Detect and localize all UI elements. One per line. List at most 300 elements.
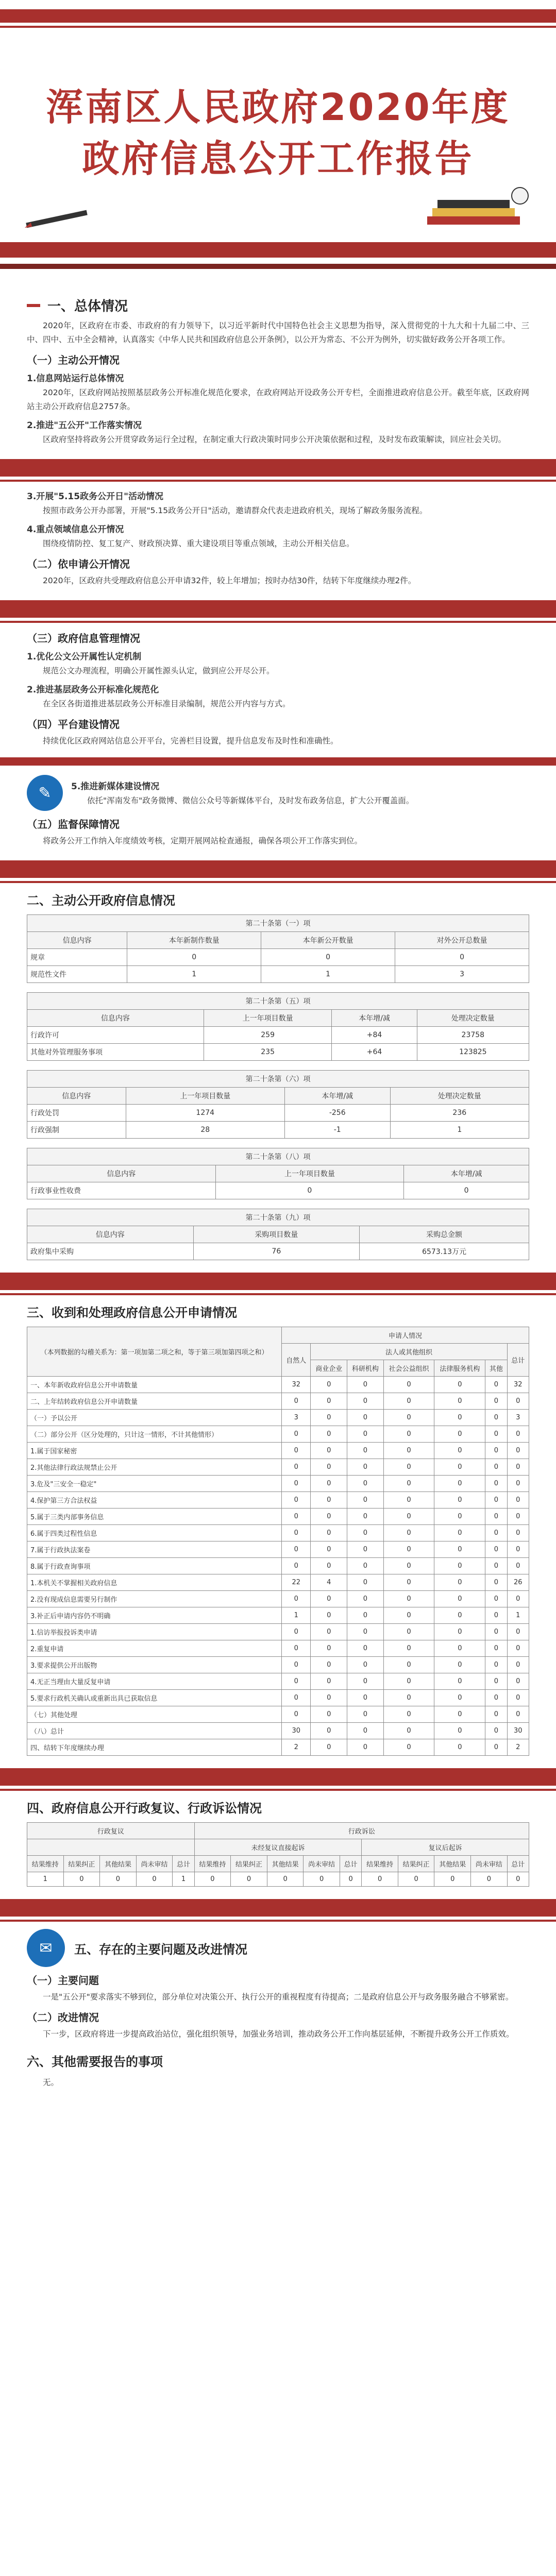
column-header: 对外公开总数量	[395, 932, 529, 949]
table-row	[27, 1525, 529, 1541]
table-group-header: 第二十条第（五）项	[27, 993, 529, 1010]
table-cell: 0	[383, 1558, 434, 1574]
section-title: 四、政府信息公开行政复议、行政诉讼情况	[27, 1801, 262, 1816]
table-cell: 0	[347, 1673, 384, 1690]
table-cell: 0	[485, 1476, 507, 1492]
table-cell: 0	[434, 1410, 485, 1426]
column-header: 社会公益组织	[383, 1360, 434, 1377]
table-cell: 0	[434, 1558, 485, 1574]
table-item20-8	[27, 1148, 529, 1199]
table-row	[27, 1624, 529, 1640]
table-cell: 1	[173, 1872, 194, 1887]
table-cell: 0	[311, 1673, 347, 1690]
table-cell: 0	[347, 1476, 384, 1492]
column-header: 复议后起诉	[362, 1839, 529, 1856]
subsection-title: （四）平台建设情况	[27, 718, 120, 731]
table-group-header: 申请人情况	[282, 1327, 529, 1344]
table-cell: 0	[282, 1541, 311, 1558]
row-label: 1.本机关不掌握相关政府信息	[27, 1574, 282, 1591]
table-row	[27, 1591, 529, 1607]
row-label: 2.其他法律行政法规禁止公开	[27, 1459, 282, 1476]
table-cell: 26	[507, 1574, 529, 1591]
table-cell: 0	[347, 1607, 384, 1624]
divider-band	[0, 459, 556, 477]
subsection-title: （三）政府信息管理情况	[27, 632, 140, 645]
table-cell: 3	[507, 1410, 529, 1426]
table-cell: 0	[434, 1706, 485, 1723]
table-cell: 0	[485, 1706, 507, 1723]
table-cell: 0	[434, 1657, 485, 1673]
table-cell: 0	[383, 1525, 434, 1541]
row-label: 7.属于行政执法案卷	[27, 1541, 282, 1558]
table-group-header: 第二十条第（八）项	[27, 1148, 529, 1165]
table-head-note: （本列数据的勾稽关系为：第一项加第二项之和，等于第三项加第四项之和）	[27, 1327, 282, 1377]
minor-title: 3.开展"5.15政务公开日"活动情况	[27, 492, 163, 502]
table-cell: 0	[383, 1591, 434, 1607]
table-cell: 0	[383, 1459, 434, 1476]
column-header: 结果维持	[194, 1856, 231, 1872]
review-litigation-table	[27, 1822, 529, 1887]
section-title: 一、总体情况	[27, 296, 529, 315]
column-header: 总计	[507, 1856, 529, 1872]
table-cell: 0	[434, 1739, 485, 1756]
table-row	[27, 1377, 529, 1393]
column-header: 其他结果	[100, 1856, 137, 1872]
paragraph: 持续优化区政府网站信息公开平台，完善栏目设置，提升信息发布及时性和准确性。	[43, 736, 339, 745]
section-media	[0, 775, 556, 848]
section-management	[0, 630, 556, 748]
header-band-top	[0, 9, 556, 23]
table-item20-1	[27, 914, 529, 983]
paragraph: 一是"五公开"要求落实不够到位，部分单位对决策公开、执行公开的重视程度有待提高；二是政府信息公开与政务服务融合不够紧密。	[43, 1992, 514, 2002]
section-issues	[0, 1929, 556, 2090]
table-row	[27, 1574, 529, 1591]
table-cell: 0	[485, 1607, 507, 1624]
table-cell: 0	[347, 1624, 384, 1640]
table-group-header: 第二十条第（六）项	[27, 1071, 529, 1088]
column-header: 自然人	[282, 1344, 311, 1377]
table-cell: 0	[231, 1872, 267, 1887]
table-cell: 0	[507, 1426, 529, 1443]
table-cell: 0	[383, 1673, 434, 1690]
table-cell: 0	[485, 1541, 507, 1558]
table-cell: 0	[485, 1426, 507, 1443]
title-mark	[27, 304, 40, 307]
column-header: 总计	[340, 1856, 361, 1872]
table-row	[27, 1393, 529, 1410]
table-group-header: 行政复议	[27, 1823, 195, 1839]
table-cell: 0	[383, 1607, 434, 1624]
row-label: 6.属于四类过程性信息	[27, 1525, 282, 1541]
table-cell: 0	[383, 1476, 434, 1492]
table-cell: 0	[434, 1393, 485, 1410]
table-cell: 0	[507, 1509, 529, 1525]
minor-title: 4.重点领域信息公开情况	[27, 524, 124, 535]
subsection-title: （一）主动公开情况	[27, 354, 120, 366]
table-cell: 0	[383, 1393, 434, 1410]
table-row	[27, 1492, 529, 1509]
paragraph: 规范公文办理流程，明确公开属性源头认定，做到应公开尽公开。	[43, 666, 275, 675]
table-cell: 0	[507, 1541, 529, 1558]
chat-bubble-icon: ✉	[27, 1929, 65, 1967]
table-cell: 0	[347, 1410, 384, 1426]
column-header: 上一年项目数量	[204, 1010, 332, 1027]
table-cell: 0	[282, 1426, 311, 1443]
table-cell: 0	[507, 1443, 529, 1459]
paragraph: 2020年，区政府网站按照基层政务公开标准化规范化要求，在政府网站开设政务公开专栏，全面推进政府信息公开。截至年底，区政府网站主动公开政府信息2757条。	[27, 388, 529, 411]
table-cell: 2	[282, 1739, 311, 1756]
table-cell: 0	[282, 1673, 311, 1690]
table-cell: 0	[383, 1574, 434, 1591]
column-header: 信息内容	[27, 1088, 126, 1105]
table-cell: 0	[347, 1377, 384, 1393]
column-header: 结果纠正	[398, 1856, 434, 1872]
column-header: 本年增/减	[284, 1088, 390, 1105]
table-cell: 0	[311, 1558, 347, 1574]
table-cell: 0	[485, 1690, 507, 1706]
table-cell: 0	[311, 1426, 347, 1443]
table-cell: 0	[311, 1476, 347, 1492]
column-header: 本年增/减	[404, 1165, 529, 1182]
table-cell: 0	[311, 1393, 347, 1410]
table-cell: 0	[282, 1476, 311, 1492]
table-cell: 0	[347, 1739, 384, 1756]
column-header: 信息内容	[27, 1226, 194, 1243]
column-header: 科研机构	[347, 1360, 384, 1377]
table-cell: 0	[347, 1492, 384, 1509]
table-cell: 0	[347, 1591, 384, 1607]
minor-title: 1.优化公文公开属性认定机制	[27, 652, 142, 662]
row-label: 四、结转下年度继续办理	[27, 1739, 282, 1756]
table-cell: 0	[347, 1525, 384, 1541]
subsection-title: （五）监督保障情况	[27, 818, 120, 831]
table-cell: 0	[383, 1624, 434, 1640]
table-cell: 0	[311, 1706, 347, 1723]
section-overview-cont	[0, 489, 556, 588]
table-row	[27, 1509, 529, 1525]
row-label: 4.无正当理由大量反复申请	[27, 1673, 282, 1690]
table-cell: 0	[507, 1476, 529, 1492]
table-cell: 0	[383, 1657, 434, 1673]
table-cell: 0	[485, 1509, 507, 1525]
table-item20-9	[27, 1209, 529, 1260]
table-cell: 0	[383, 1640, 434, 1657]
table-cell: 0	[434, 1476, 485, 1492]
minor-title: 2.推进"五公开"工作落实情况	[27, 420, 142, 431]
minor-title: 2.推进基层政务公开标准化规范化	[27, 685, 159, 695]
subsection-title: （二）改进情况	[27, 2011, 99, 2024]
column-header: 信息内容	[27, 932, 127, 949]
paragraph: 在全区各街道推进基层政务公开标准目录编制，规范公开内容与方式。	[43, 699, 291, 708]
table-cell: 0	[507, 1706, 529, 1723]
table-row	[27, 1673, 529, 1690]
table-cell: 0	[434, 1640, 485, 1657]
table-cell: 0	[434, 1525, 485, 1541]
table-cell: 0	[434, 1443, 485, 1459]
table-cell: 0	[282, 1706, 311, 1723]
table-cell: 0	[311, 1459, 347, 1476]
table-cell: 0	[362, 1872, 398, 1887]
table-cell: 0	[485, 1574, 507, 1591]
column-header: 处理决定数量	[390, 1088, 529, 1105]
table-cell: 0	[311, 1443, 347, 1459]
table-cell: 0	[485, 1657, 507, 1673]
divider-band	[0, 1768, 556, 1786]
column-header: 上一年项目数量	[215, 1165, 404, 1182]
row-label: 3.补正后申请内容仍不明确	[27, 1607, 282, 1624]
table-cell: 0	[507, 1657, 529, 1673]
table-row: 行政许可 259 +84 23758	[27, 1027, 529, 1044]
table-item20-5	[27, 992, 529, 1061]
report-header	[0, 0, 556, 289]
paragraph: 将政务公开工作纳入年度绩效考核，定期开展网站检查通报，确保各项公开工作落实到位。	[43, 836, 363, 845]
books-illustration	[417, 185, 535, 237]
applications-table	[27, 1327, 529, 1756]
header-band-thin	[0, 264, 556, 269]
table-cell: 0	[304, 1872, 340, 1887]
table-row	[27, 1476, 529, 1492]
column-header: 本年新公开数量	[261, 932, 395, 949]
section-title: 三、收到和处理政府信息公开申请情况	[27, 1306, 237, 1320]
table-cell: 0	[282, 1492, 311, 1509]
table-group-header: 行政诉讼	[194, 1823, 529, 1839]
column-header: 上一年项目数量	[126, 1088, 284, 1105]
table-cell: 0	[63, 1872, 100, 1887]
table-cell: 0	[311, 1492, 347, 1509]
table-row: 规范性文件 1 1 3	[27, 966, 529, 983]
column-header: 尚未审结	[471, 1856, 508, 1872]
table-cell: 0	[347, 1443, 384, 1459]
column-header: 商业企业	[311, 1360, 347, 1377]
table-cell: 0	[282, 1459, 311, 1476]
row-label: 2.重复申请	[27, 1640, 282, 1657]
column-header: 尚未审结	[136, 1856, 173, 1872]
table-group-header: 第二十条第（一）项	[27, 915, 529, 932]
table-cell: 0	[485, 1492, 507, 1509]
table-row: 政府集中采购 76 6573.13万元	[27, 1243, 529, 1260]
table-row	[27, 1558, 529, 1574]
table-cell: 0	[434, 1574, 485, 1591]
table-cell: 0	[507, 1690, 529, 1706]
table-cell: 0	[311, 1657, 347, 1673]
column-header: 总计	[507, 1344, 529, 1377]
column-header: 结果维持	[27, 1856, 64, 1872]
section-title: 五、存在的主要问题及改进情况	[74, 1942, 247, 1957]
table-cell: 0	[383, 1706, 434, 1723]
table-cell: 0	[383, 1509, 434, 1525]
table-cell: 1	[282, 1607, 311, 1624]
table-cell: 0	[485, 1393, 507, 1410]
paragraph: 围绕疫情防控、复工复产、财政预决算、重大建设项目等重点领域，主动公开相关信息。	[43, 539, 355, 548]
table-row	[27, 1657, 529, 1673]
column-header: 其他	[485, 1360, 507, 1377]
section-title: 六、其他需要报告的事项	[27, 2055, 163, 2069]
table-row	[27, 1690, 529, 1706]
section-active-disclosure	[0, 890, 556, 1260]
column-header: 结果纠正	[63, 1856, 100, 1872]
report-title-line1: 浑南区人民政府2020年度	[46, 86, 510, 129]
row-label: 3.危及"三安全一稳定"	[27, 1476, 282, 1492]
row-label: （二）部分公开（区分处理的，只计这一情形，不计其他情形）	[27, 1426, 282, 1443]
table-cell: 0	[383, 1377, 434, 1393]
column-header: 法律服务机构	[434, 1360, 485, 1377]
minor-title: 5.推进新媒体建设情况	[71, 782, 160, 792]
paragraph: 区政府坚持将政务公开贯穿政务运行全过程，在制定重大行政决策时同步公开决策依据和过程，及时发布政策解读，回应社会关切。	[43, 435, 507, 444]
table-cell: 0	[434, 1459, 485, 1476]
divider-band	[0, 860, 556, 878]
table-cell: 30	[282, 1723, 311, 1739]
table-subheader-row	[27, 1856, 529, 1872]
table-row: 行政事业性收费 0 0	[27, 1182, 529, 1199]
row-label: 3.要求提供公开出版物	[27, 1657, 282, 1673]
table-cell: 0	[311, 1410, 347, 1426]
table-row	[27, 1459, 529, 1476]
table-cell: 0	[434, 1690, 485, 1706]
table-cell: 0	[485, 1723, 507, 1739]
overview-intro: 2020年，区政府在市委、市政府的有力领导下，以习近平新时代中国特色社会主义思想为指导，深入贯彻党的十九大和十九届二中、三中、四中、五中全会精神，认真落实《中华人民共和国政府信息公开条例》，以公开为常态、不公开为例外，切实做好政务公开各项工作。	[27, 321, 529, 344]
table-cell: 0	[434, 1591, 485, 1607]
table-row	[27, 1607, 529, 1624]
table-cell: 0	[434, 1492, 485, 1509]
table-cell: 0	[485, 1673, 507, 1690]
row-label: （八）总计	[27, 1723, 282, 1739]
table-cell: 0	[485, 1624, 507, 1640]
table-cell: 0	[282, 1558, 311, 1574]
row-label: 4.保护第三方合法权益	[27, 1492, 282, 1509]
table-cell: 0	[434, 1377, 485, 1393]
table-cell: 0	[383, 1410, 434, 1426]
table-row	[27, 1872, 529, 1887]
row-label: 1.属于国家秘密	[27, 1443, 282, 1459]
report-title-line2: 政府信息公开工作报告	[82, 137, 474, 180]
table-cell: 0	[485, 1443, 507, 1459]
table-cell: 0	[507, 1624, 529, 1640]
table-row: 行政处罚 1274 -256 236	[27, 1105, 529, 1122]
paragraph: 按照市政务公开办部署，开展"5.15政务公开日"活动，邀请群众代表走进政府机关，现场了解政务服务流程。	[43, 506, 428, 515]
table-cell: 0	[136, 1872, 173, 1887]
paragraph: 下一步，区政府将进一步提高政治站位，强化组织领导，加强业务培训，推动政务公开工作向基层延伸，不断提升政务公开工作质效。	[43, 2029, 514, 2039]
pen-illustration	[21, 196, 98, 237]
column-header: 总计	[173, 1856, 194, 1872]
table-cell: 0	[507, 1459, 529, 1476]
table-cell: 0	[282, 1640, 311, 1657]
table-cell: 0	[311, 1690, 347, 1706]
table-cell: 0	[311, 1739, 347, 1756]
table-cell: 0	[434, 1426, 485, 1443]
table-cell: 0	[485, 1377, 507, 1393]
section-title: 二、主动公开政府信息情况	[27, 893, 175, 908]
table-cell: 0	[434, 1607, 485, 1624]
column-header: 信息内容	[27, 1165, 216, 1182]
table-row	[27, 1640, 529, 1657]
applications-table-body	[27, 1377, 529, 1756]
table-row	[27, 1706, 529, 1723]
table-cell: 22	[282, 1574, 311, 1591]
row-label: 5.要求行政机关确认或重新出具已获取信息	[27, 1690, 282, 1706]
table-row	[27, 1443, 529, 1459]
table-cell: 0	[434, 1541, 485, 1558]
column-header: 本年新制作数量	[127, 932, 261, 949]
table-cell: 0	[485, 1640, 507, 1657]
table-cell: 0	[434, 1509, 485, 1525]
divider-band	[0, 1273, 556, 1290]
table-row: 其他对外管理服务事项 235 +64 123825	[27, 1044, 529, 1061]
table-cell: 0	[383, 1426, 434, 1443]
table-cell: 0	[282, 1443, 311, 1459]
table-cell: 0	[347, 1640, 384, 1657]
table-cell: 0	[507, 1673, 529, 1690]
table-cell: 3	[282, 1410, 311, 1426]
paragraph: 无。	[43, 2078, 59, 2087]
section-overview	[0, 296, 556, 447]
table-cell: 0	[311, 1377, 347, 1393]
table-row	[27, 1426, 529, 1443]
table-cell: 0	[434, 1872, 471, 1887]
chat-bubble-icon: ✎	[27, 775, 63, 811]
table-cell: 0	[507, 1591, 529, 1607]
row-label: 二、上年结转政府信息公开申请数量	[27, 1393, 282, 1410]
table-cell: 0	[507, 1558, 529, 1574]
column-header: 未经复议直接起诉	[194, 1839, 362, 1856]
row-label: （一）予以公开	[27, 1410, 282, 1426]
table-cell: 0	[282, 1509, 311, 1525]
header-band-bottom	[0, 242, 556, 258]
table-cell: 0	[311, 1723, 347, 1739]
divider-band	[0, 757, 556, 766]
table-cell: 0	[347, 1657, 384, 1673]
table-cell: 0	[485, 1739, 507, 1756]
table-cell: 4	[311, 1574, 347, 1591]
table-cell: 1	[507, 1607, 529, 1624]
table-cell: 0	[485, 1459, 507, 1476]
section-applications	[0, 1302, 556, 1756]
table-cell: 0	[434, 1723, 485, 1739]
table-row	[27, 1739, 529, 1756]
table-cell: 0	[383, 1541, 434, 1558]
table-cell: 0	[507, 1525, 529, 1541]
subsection-title: （一）主要问题	[27, 1974, 99, 1987]
table-cell: 0	[282, 1393, 311, 1410]
column-header: 采购总金额	[360, 1226, 529, 1243]
row-label: 2.没有现成信息需要另行制作	[27, 1591, 282, 1607]
header-stripe	[0, 26, 556, 28]
table-cell: 0	[383, 1690, 434, 1706]
table-cell: 0	[282, 1591, 311, 1607]
subsection-title: （二）依申请公开情况	[27, 558, 130, 570]
column-header: 结果纠正	[231, 1856, 267, 1872]
table-cell: 0	[383, 1723, 434, 1739]
column-header: 信息内容	[27, 1010, 204, 1027]
row-label: 8.属于行政查询事项	[27, 1558, 282, 1574]
table-cell: 0	[434, 1673, 485, 1690]
table-cell: 0	[507, 1640, 529, 1657]
column-header: 处理决定数量	[417, 1010, 529, 1027]
table-cell: 0	[311, 1591, 347, 1607]
table-cell: 0	[507, 1492, 529, 1509]
table-cell: 32	[507, 1377, 529, 1393]
table-cell: 0	[383, 1739, 434, 1756]
table-cell: 0	[100, 1872, 137, 1887]
table-cell: 0	[194, 1872, 231, 1887]
row-label: 1.信访举报投诉类申请	[27, 1624, 282, 1640]
table-cell: 0	[340, 1872, 361, 1887]
table-cell: 2	[507, 1739, 529, 1756]
table-cell: 0	[471, 1872, 508, 1887]
table-cell: 1	[27, 1872, 64, 1887]
table-cell: 30	[507, 1723, 529, 1739]
table-cell: 0	[347, 1541, 384, 1558]
column-header: 其他结果	[267, 1856, 304, 1872]
